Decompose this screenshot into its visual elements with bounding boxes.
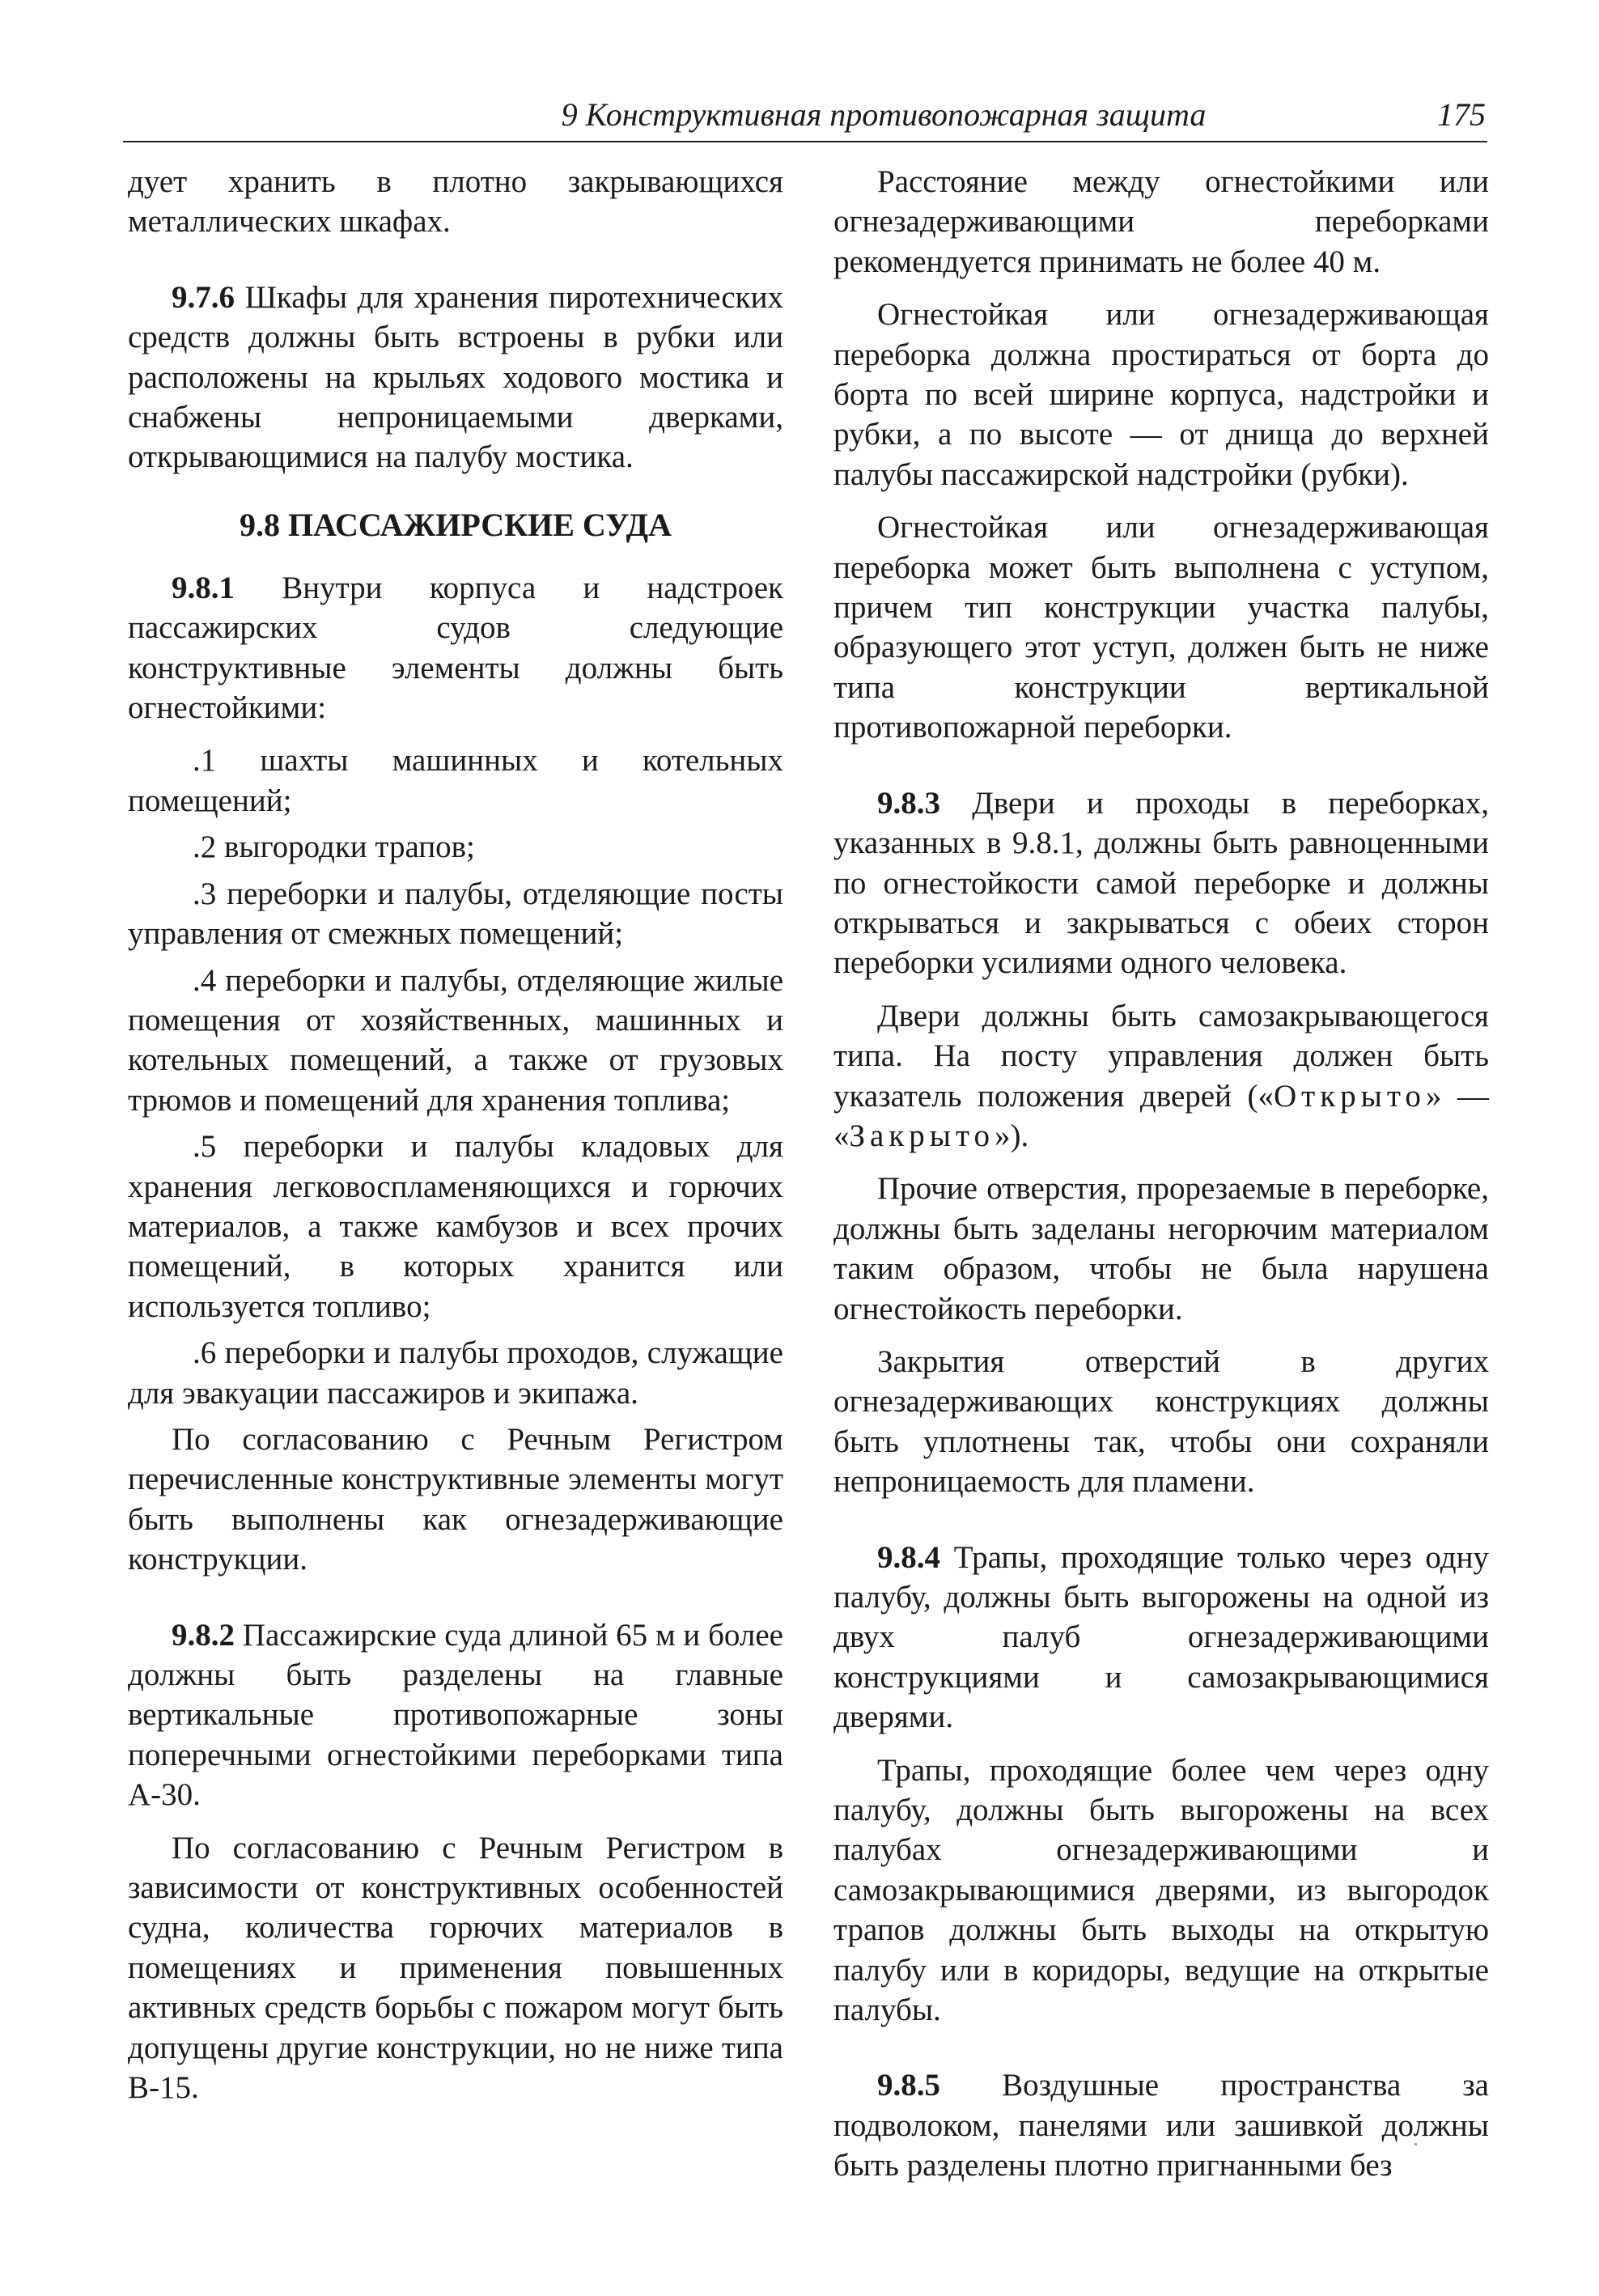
text-run: » — «	[833, 1078, 1489, 1153]
paragraph: По согласованию с Речным Регистром в зависимости от конструктивных особенностей судна, количества горючих материалов в помещениях и применения повышенных активных средств борьбы с пожаром могут быть допущены другие конструкции, но не ниже типа В-15.	[128, 1830, 783, 2106]
clause-9-8-1	[128, 568, 783, 728]
clause-text: Пассажирские суда длиной 65 м и более должны быть разделены на главные вертикальные противопожарные зоны поперечными огнестойкими переборками типа А-30.	[128, 1617, 783, 1813]
list-item	[128, 961, 783, 1121]
clause-number: 9.7.6	[172, 279, 235, 315]
page-number: 175	[1437, 96, 1486, 133]
spaced-word-closed: Закрыто	[849, 1118, 995, 1153]
clause-number: 9.8.4	[877, 1539, 940, 1575]
item-number: .1	[193, 743, 217, 779]
item-number: .3	[193, 876, 217, 911]
spaced-word-open: Открыто	[1274, 1078, 1426, 1114]
clause-9-7-6	[128, 278, 783, 477]
paragraph	[833, 996, 1489, 1156]
right-column	[833, 162, 1489, 2199]
paragraph: Расстояние между огнестойкими или огнезадерживающими переборками рекомендуется принимать не более 40 м.	[833, 164, 1489, 279]
list-item	[128, 874, 783, 954]
paragraph: Прочие отверстия, прорезаемые в переборке, должны быть заделаны негорючим материалом таким образом, чтобы не была нарушена огнестойкость переборки.	[833, 1171, 1489, 1326]
item-number: .4	[193, 962, 217, 998]
clause-9-8-2	[128, 1615, 783, 1815]
item-text: переборки и палубы кладовых для хранения легковоспламеняющихся и горючих материалов, а также камбузов и всех прочих помещений, в которых хранится или используется топливо;	[128, 1129, 783, 1324]
item-number: .5	[193, 1129, 217, 1165]
clause-number: 9.8.5	[877, 2068, 940, 2103]
text-run: »).	[995, 1118, 1029, 1153]
clause-number: 9.8.3	[877, 785, 940, 821]
text-run: Двери должны быть самозакрывающегося типа. На посту управления должен быть указатель положения дверей («	[833, 998, 1489, 1114]
running-title: 9 Конструктивная противопожарная защита	[561, 96, 1207, 133]
clause-text: Внутри корпуса и надстроек пассажирских судов следующие конструктивные элементы должны быть огнестойкими:	[128, 570, 783, 726]
clause-number: 9.8.1	[172, 570, 235, 605]
section-title: 9.8 ПАССАЖИРСКИЕ СУДА	[239, 506, 672, 543]
left-column	[128, 162, 783, 2120]
item-number: .2	[193, 830, 217, 865]
list-item	[128, 1127, 783, 1326]
list-item	[128, 1333, 783, 1413]
item-text: переборки и палубы проходов, служащие для эвакуации пассажиров и экипажа.	[128, 1335, 783, 1411]
clause-text: Шкафы для хранения пиротехнических средств должны быть встроены в рубки или расположены на крыльях ходового мостика и снабжены непроницаемыми дверками, открывающимися на палубу мостика.	[128, 279, 783, 475]
paragraph: Огнестойкая или огнезадерживающая переборка может быть выполнена с уступом, причем тип конструкции участка палубы, образующего этот уступ, должен быть не ниже типа конструкции вертикальной противопожарной переборки.	[833, 510, 1489, 745]
item-number: .6	[193, 1335, 217, 1371]
item-text: переборки и палубы, отделяющие посты управления от смежных помещений;	[128, 876, 783, 952]
item-text: переборки и палубы, отделяющие жилые помещения от хозяйственных, машинных и котельных помещений, а также от грузовых трюмов и помещений для хранения топлива;	[128, 962, 783, 1118]
clause-text: Двери и проходы в переборках, указанных в 9.8.1, должны быть равноценными по огнестойкости самой переборке и должны открываться и закрываться с обеих сторон переборки усилиями одного человека.	[833, 785, 1489, 981]
item-text: шахты машинных и котельных помещений;	[128, 743, 783, 818]
scan-speck	[1414, 2143, 1417, 2145]
clause-9-8-5	[833, 2065, 1489, 2185]
page-header	[123, 91, 1487, 142]
paragraph: Трапы, проходящие более чем через одну палубу, должны быть выгорожены на всех палубах огнезадерживающими и самозакрывающимися дверями, из выгородок трапов должны быть выходы на открытую палубу или в коридоры, ведущие на открытые палубы.	[833, 1752, 1489, 2028]
list-item	[128, 827, 783, 867]
clause-text: Трапы, проходящие только через одну палубу, должны быть выгорожены на одной из двух палуб огнезадерживающими конструкциями и самозакрывающимися дверями.	[833, 1539, 1489, 1735]
list-item	[128, 741, 783, 821]
clause-9-8-4	[833, 1538, 1489, 1738]
paragraph-continued: дует хранить в плотно закрывающихся металлических шкафах.	[128, 164, 783, 240]
clause-9-8-3	[833, 783, 1489, 983]
paragraph: По согласованию с Речным Регистром перечисленные конструктивные элементы могут быть выполнены как огнезадерживающие конструкции.	[128, 1421, 783, 1577]
paragraph: Закрытия отверстий в других огнезадерживающих конструкциях должны быть уплотнены так, чтобы они сохраняли непроницаемость для пламени.	[833, 1343, 1489, 1500]
item-text: выгородки трапов;	[216, 830, 475, 865]
clause-number: 9.8.2	[172, 1617, 235, 1653]
paragraph: Огнестойкая или огнезадерживающая переборка должна простираться от борта до борта по всей ширине корпуса, надстройки и рубки, а по высоте — от днища до верхней палубы пассажирской надстройки (рубки).	[833, 297, 1489, 492]
clause-text: Воздушные пространства за подволоком, панелями или зашивкой должны быть разделены плотно пригнанными без	[833, 2068, 1489, 2184]
